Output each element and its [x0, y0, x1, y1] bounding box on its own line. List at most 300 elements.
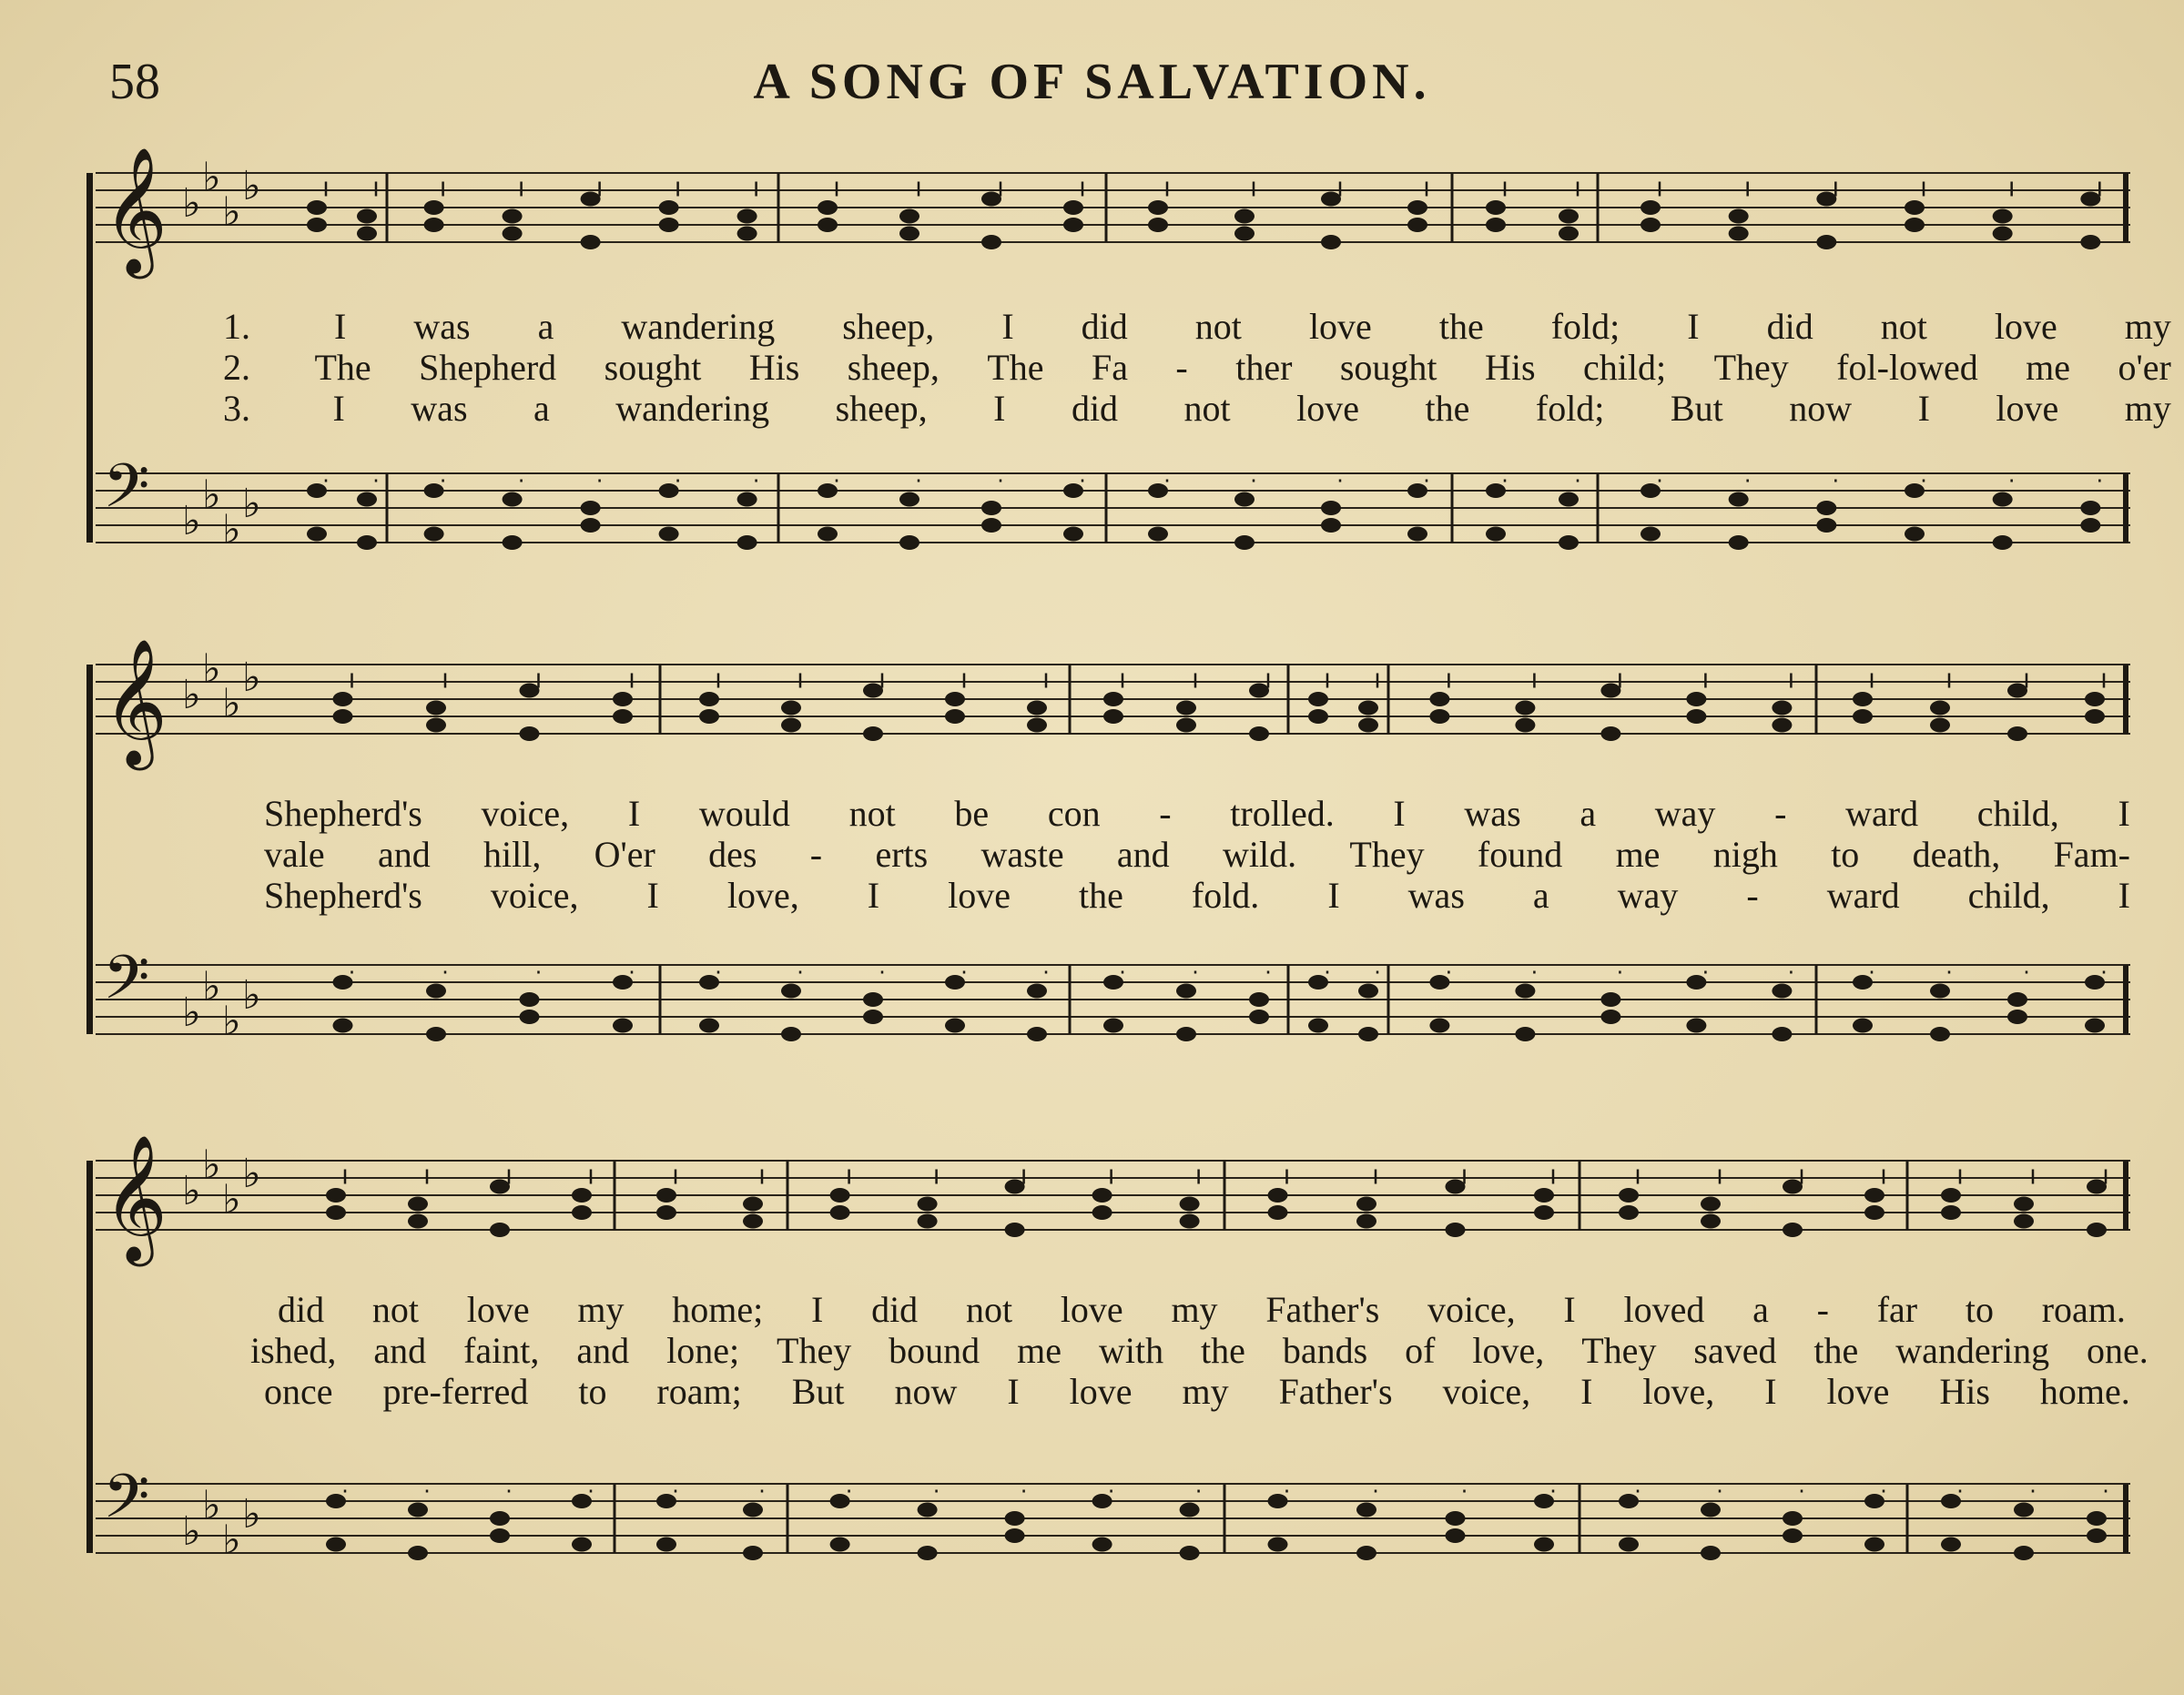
flat-icon: ♭: [182, 990, 201, 1036]
flat-icon: ♭: [242, 1491, 261, 1538]
lyric-word: love,: [1472, 1330, 1545, 1371]
note-head: [1941, 1205, 1961, 1220]
lyric-word: did: [278, 1289, 325, 1330]
note-head: [2080, 518, 2100, 533]
note-head: [918, 1546, 938, 1560]
lyric-word: love,: [1642, 1371, 1715, 1412]
note-head: [426, 984, 446, 999]
verse-number: 1.: [223, 306, 250, 347]
note-head: [781, 984, 801, 999]
bass-clef-icon: 𝄢: [103, 942, 150, 1028]
note-head: [1356, 1546, 1376, 1560]
note-head: [1148, 200, 1168, 215]
note-head: [1176, 984, 1196, 999]
note-head: [326, 1205, 346, 1220]
note-head: [1356, 1197, 1376, 1212]
lyric-word: one.: [2087, 1330, 2148, 1371]
lyric-word: be: [954, 793, 990, 834]
note-head: [1005, 1528, 1025, 1543]
note-head: [503, 227, 523, 241]
flat-icon: ♭: [202, 645, 221, 693]
note-head: [424, 218, 444, 232]
lyric-word: The: [314, 347, 371, 388]
note-head: [1729, 209, 1749, 224]
lyric-word: me: [2026, 347, 2071, 388]
note-head: [818, 218, 838, 232]
lyric-word: Father's: [1265, 1289, 1380, 1330]
note-head: [1103, 1019, 1123, 1033]
lyric-word: -: [1746, 875, 1759, 916]
flat-icon: ♭: [202, 472, 221, 519]
note-head: [699, 692, 719, 706]
note-head: [1641, 200, 1661, 215]
note-head: [1864, 1188, 1884, 1203]
note-head: [307, 527, 327, 542]
lyric-word: death,: [1912, 834, 2001, 875]
note-head: [945, 692, 965, 706]
note-head: [1772, 984, 1792, 999]
note-head: [426, 1027, 446, 1041]
note-head: [1092, 1188, 1112, 1203]
note-head: [572, 1188, 592, 1203]
note-head: [408, 1214, 428, 1229]
note-head: [1321, 235, 1341, 249]
note-head: [981, 235, 1001, 249]
note-head: [1783, 1223, 1803, 1237]
note-head: [333, 692, 353, 706]
note-head: [426, 701, 446, 716]
lyric-word: lone;: [666, 1330, 740, 1371]
note-head: [1905, 200, 1925, 215]
music-system-1: [86, 146, 2171, 592]
note-head: [2014, 1546, 2034, 1560]
note-head: [1930, 1027, 1950, 1041]
note-head: [2085, 975, 2105, 990]
note-head: [1783, 1511, 1803, 1526]
flat-icon: ♭: [182, 498, 201, 544]
note-head: [1864, 1205, 1884, 1220]
note-head: [1180, 1197, 1200, 1212]
lyric-word: -: [1175, 347, 1188, 388]
verse-line: [250, 1329, 2148, 1372]
note-head: [1515, 701, 1535, 716]
lyric-word: was: [413, 306, 471, 347]
note-head: [1446, 1511, 1466, 1526]
note-head: [2014, 1197, 2034, 1212]
note-head: [1600, 726, 1620, 741]
note-head: [333, 1019, 353, 1033]
note-head: [613, 709, 633, 724]
lyric-word: not: [1880, 306, 1927, 347]
lyric-word: not: [1183, 388, 1231, 429]
note-head: [1486, 483, 1506, 498]
lyric-word: wandering: [1895, 1330, 2050, 1371]
note-head: [1905, 527, 1925, 542]
note-head: [1407, 483, 1427, 498]
lyric-word: ther: [1235, 347, 1293, 388]
lyric-word: my: [1171, 1289, 1218, 1330]
note-head: [743, 1503, 763, 1517]
note-head: [1686, 975, 1706, 990]
note-head: [307, 200, 327, 215]
lyric-word: ward: [1826, 875, 1900, 916]
treble-clef-icon: 𝄞: [103, 147, 168, 274]
note-head: [2087, 1511, 2107, 1526]
note-head: [1234, 209, 1255, 224]
note-head: [830, 1494, 850, 1508]
lyric-word: the: [1813, 1330, 1859, 1371]
note-head: [1308, 1019, 1328, 1033]
note-head: [863, 726, 883, 741]
lyric-word: nigh: [1712, 834, 1778, 875]
lyric-word: sheep,: [847, 347, 940, 388]
note-head: [503, 209, 523, 224]
note-head: [1268, 1188, 1288, 1203]
note-head: [1407, 218, 1427, 232]
lyric-word: o'er: [2118, 347, 2171, 388]
flat-icon: ♭: [202, 963, 221, 1010]
lyric-word: O'er: [594, 834, 655, 875]
note-head: [581, 518, 601, 533]
note-head: [830, 1205, 850, 1220]
note-head: [863, 992, 883, 1007]
lyric-word: my: [577, 1289, 625, 1330]
note-head: [1783, 1180, 1803, 1194]
note-head: [1407, 200, 1427, 215]
note-head: [1005, 1223, 1025, 1237]
lyric-word: faint,: [463, 1330, 540, 1371]
note-head: [2014, 1214, 2034, 1229]
note-head: [1268, 1205, 1288, 1220]
lyric-word: the: [1425, 388, 1470, 429]
verse-line: [223, 305, 2171, 348]
note-head: [1993, 492, 2013, 507]
note-head: [659, 218, 679, 232]
note-head: [1180, 1546, 1200, 1560]
lyric-word: love,: [726, 875, 799, 916]
note-head: [2087, 1223, 2107, 1237]
note-head: [2080, 501, 2100, 515]
note-head: [1063, 527, 1083, 542]
note-head: [1234, 492, 1255, 507]
lyric-word: wandering: [615, 388, 770, 429]
note-head: [1941, 1494, 1961, 1508]
note-head: [1559, 209, 1579, 224]
lyric-word: I: [646, 875, 659, 916]
lyric-word: -: [1159, 793, 1172, 834]
note-head: [1534, 1538, 1554, 1552]
lyric-word: erts: [875, 834, 929, 875]
note-head: [1027, 718, 1047, 733]
lyric-word: sought: [604, 347, 702, 388]
note-head: [1249, 1010, 1269, 1024]
lyric-word: love: [1060, 1289, 1123, 1330]
lyric-word: I: [2118, 793, 2130, 834]
verse-number: 2.: [223, 347, 250, 388]
lyric-word: my: [2124, 388, 2171, 429]
note-head: [1321, 518, 1341, 533]
note-head: [1619, 1538, 1639, 1552]
note-head: [981, 192, 1001, 207]
note-head: [1429, 1019, 1449, 1033]
note-head: [1486, 527, 1506, 542]
note-head: [490, 1223, 510, 1237]
note-head: [659, 527, 679, 542]
lyric-word: love: [466, 1289, 530, 1330]
note-head: [1356, 1214, 1376, 1229]
lyric-word: did: [1766, 306, 1813, 347]
note-head: [1103, 709, 1123, 724]
note-head: [1308, 692, 1328, 706]
music-system-3: [86, 1133, 2148, 1607]
note-head: [2080, 235, 2100, 249]
note-head: [307, 218, 327, 232]
note-head: [818, 483, 838, 498]
note-head: [2087, 1528, 2107, 1543]
lyric-word: I: [1007, 1371, 1020, 1412]
lyric-word: I: [1580, 1371, 1593, 1412]
flat-icon: ♭: [182, 1508, 201, 1555]
note-head: [981, 501, 1001, 515]
note-head: [1321, 501, 1341, 515]
note-head: [1249, 992, 1269, 1007]
lyric-word: did: [1071, 388, 1119, 429]
note-head: [1600, 1010, 1620, 1024]
note-head: [2007, 726, 2027, 741]
note-head: [2085, 709, 2105, 724]
bass-clef-icon: 𝄢: [103, 451, 150, 536]
note-head: [945, 709, 965, 724]
verse-line: [264, 874, 2130, 917]
note-head: [1429, 692, 1449, 706]
note-head: [1853, 1019, 1873, 1033]
lyric-word: I: [1393, 793, 1406, 834]
lyric-word: love: [1994, 306, 2057, 347]
note-head: [1701, 1546, 1721, 1560]
note-head: [1559, 492, 1579, 507]
note-head: [1446, 1223, 1466, 1237]
note-head: [1180, 1214, 1200, 1229]
note-head: [520, 726, 540, 741]
lyric-word: fold.: [1191, 875, 1260, 916]
lyric-word: I: [334, 306, 347, 347]
lyric-word: a: [533, 388, 550, 429]
lyric-word: -: [1774, 793, 1787, 834]
lyric-word: now: [1789, 388, 1853, 429]
note-head: [426, 718, 446, 733]
treble-clef-icon: 𝄞: [103, 638, 168, 766]
verse-line: [264, 792, 2130, 835]
page-number: 58: [109, 54, 160, 110]
note-head: [1005, 1180, 1025, 1194]
lyric-word: to: [1831, 834, 1860, 875]
note-head: [945, 1019, 965, 1033]
note-head: [1103, 692, 1123, 706]
note-head: [1816, 501, 1836, 515]
lyric-word: saved: [1693, 1330, 1777, 1371]
note-head: [1816, 235, 1836, 249]
lyric-word: I: [1563, 1289, 1576, 1330]
note-head: [743, 1214, 763, 1229]
note-head: [743, 1197, 763, 1212]
note-head: [1268, 1494, 1288, 1508]
lyric-word: I: [1917, 388, 1930, 429]
lyric-word: The: [987, 347, 1044, 388]
lyric-word: me: [1017, 1330, 1062, 1371]
lyric-word: was: [1464, 793, 1521, 834]
lyric-word: child,: [1976, 793, 2059, 834]
lyric-word: the: [1438, 306, 1484, 347]
flat-icon: ♭: [202, 154, 221, 201]
note-head: [699, 709, 719, 724]
note-head: [1358, 984, 1378, 999]
note-head: [581, 235, 601, 249]
note-head: [1005, 1511, 1025, 1526]
note-head: [863, 1010, 883, 1024]
note-head: [1686, 692, 1706, 706]
note-head: [1559, 535, 1579, 550]
note-head: [357, 535, 377, 550]
flat-icon: ♭: [222, 1517, 241, 1564]
flat-icon: ♭: [182, 1168, 201, 1214]
lyric-word: and: [576, 1330, 630, 1371]
note-head: [326, 1538, 346, 1552]
note-head: [613, 975, 633, 990]
lyric-word: a: [1580, 793, 1597, 834]
note-head: [2085, 692, 2105, 706]
flat-icon: ♭: [202, 1142, 221, 1189]
note-head: [1358, 701, 1378, 716]
note-head: [899, 209, 919, 224]
note-head: [981, 518, 1001, 533]
lyric-word: I: [1687, 306, 1700, 347]
note-head: [1515, 1027, 1535, 1041]
note-head: [945, 975, 965, 990]
note-head: [1816, 192, 1836, 207]
note-head: [2007, 992, 2027, 1007]
note-head: [656, 1494, 676, 1508]
note-head: [1486, 218, 1506, 232]
note-head: [490, 1511, 510, 1526]
lyric-word: I: [867, 875, 880, 916]
note-head: [572, 1538, 592, 1552]
note-head: [1864, 1538, 1884, 1552]
lyric-word: voice,: [1427, 1289, 1516, 1330]
note-head: [333, 975, 353, 990]
lyric-word: sought: [1339, 347, 1437, 388]
note-head: [1103, 975, 1123, 990]
note-head: [1176, 1027, 1196, 1041]
lyric-word: pre-ferred: [382, 1371, 529, 1412]
note-head: [2007, 684, 2027, 698]
lyric-word: hill,: [483, 834, 542, 875]
note-head: [1534, 1205, 1554, 1220]
lyric-word: I: [2118, 875, 2130, 916]
note-head: [1063, 200, 1083, 215]
lyric-word: love: [1296, 388, 1360, 429]
note-head: [1600, 684, 1620, 698]
verse-line: [223, 346, 2171, 389]
note-head: [656, 1205, 676, 1220]
lyric-word: home.: [2039, 1371, 2130, 1412]
note-head: [424, 200, 444, 215]
lyric-word: Shepherd: [419, 347, 557, 388]
note-head: [424, 483, 444, 498]
note-head: [581, 192, 601, 207]
note-head: [1446, 1180, 1466, 1194]
lyric-word: did: [871, 1289, 919, 1330]
verse-line: [264, 1370, 2130, 1413]
lyric-word: His: [1484, 347, 1536, 388]
note-head: [918, 1197, 938, 1212]
note-head: [1027, 984, 1047, 999]
lyric-word: of: [1405, 1330, 1436, 1371]
note-head: [1600, 992, 1620, 1007]
note-head: [1941, 1188, 1961, 1203]
lyric-word: now: [894, 1371, 958, 1412]
lyric-word: wild.: [1222, 834, 1297, 875]
note-head: [781, 701, 801, 716]
lyric-word: not: [965, 1289, 1013, 1330]
lyric-word: fold;: [1550, 306, 1620, 347]
lyric-word: bound: [889, 1330, 980, 1371]
note-head: [1641, 483, 1661, 498]
note-head: [1092, 1538, 1112, 1552]
note-head: [1407, 527, 1427, 542]
lyric-word: once: [264, 1371, 333, 1412]
system-brace: [86, 1161, 93, 1553]
system-brace: [86, 665, 93, 1034]
note-head: [1148, 218, 1168, 232]
note-head: [1619, 1494, 1639, 1508]
note-head: [1816, 518, 1836, 533]
note-head: [781, 1027, 801, 1041]
note-head: [656, 1188, 676, 1203]
note-head: [1358, 718, 1378, 733]
flat-icon: ♭: [222, 1176, 241, 1223]
lyric-word: was: [411, 388, 468, 429]
note-head: [1619, 1205, 1639, 1220]
note-head: [2085, 1019, 2105, 1033]
lyric-word: love: [948, 875, 1011, 916]
note-head: [699, 1019, 719, 1033]
note-head: [1148, 527, 1168, 542]
note-head: [781, 718, 801, 733]
lyric-word: bands: [1282, 1330, 1368, 1371]
note-head: [659, 483, 679, 498]
lyric-word: They: [1349, 834, 1425, 875]
lyric-word: and: [377, 834, 431, 875]
flat-icon: ♭: [242, 655, 261, 701]
note-head: [326, 1188, 346, 1203]
lyric-word: my: [2124, 306, 2171, 347]
verse-line: [264, 833, 2130, 876]
note-head: [2014, 1503, 2034, 1517]
treble-clef-icon: 𝄞: [103, 1134, 168, 1262]
lyric-word: the: [1201, 1330, 1245, 1371]
note-head: [357, 209, 377, 224]
lyric-word: roam;: [656, 1371, 742, 1412]
note-head: [1930, 718, 1950, 733]
lyric-word: des: [708, 834, 757, 875]
flat-icon: ♭: [182, 180, 201, 227]
note-head: [1559, 227, 1579, 241]
note-head: [613, 1019, 633, 1033]
lyric-word: child;: [1583, 347, 1667, 388]
note-head: [1729, 535, 1749, 550]
lyric-word: would: [698, 793, 790, 834]
note-head: [1993, 227, 2013, 241]
